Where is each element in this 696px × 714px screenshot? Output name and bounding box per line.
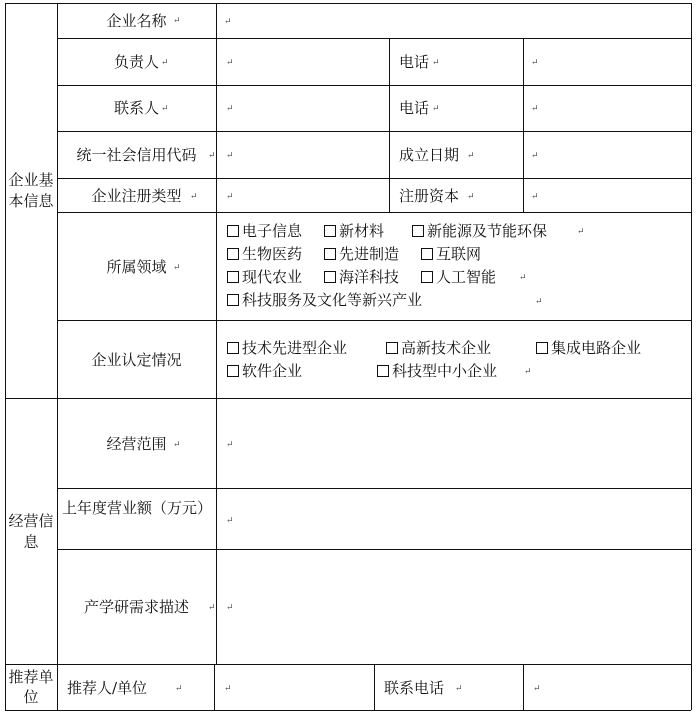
paragraph-mark: ↵ [524,367,532,377]
checkbox-icon [227,342,239,354]
label-credit-code: 统一社会信用代码 [76,146,197,164]
rule [216,3,217,664]
paragraph-mark: ↵ [531,192,539,202]
checkbox-icon [421,248,433,260]
paragraph-mark: ↵ [173,16,181,26]
label-registration-type: 企业注册类型 [91,187,182,205]
paragraph-mark: ↵ [224,684,232,694]
paragraph-mark: ↵ [161,104,169,114]
checkbox-icon [324,248,336,260]
label-business-scope: 经营范围 [106,435,167,453]
paragraph-mark: ↵ [577,227,585,237]
label-recommender: 推荐人/单位 [67,679,148,697]
paragraph-mark: ↵ [226,440,234,450]
rule-section [5,398,691,399]
rule [57,212,691,213]
paragraph-mark: ↵ [531,58,539,68]
label-demand-description: 产学研需求描述 [83,598,189,616]
checkbox-modern-agriculture[interactable]: 现代农业 [227,268,302,286]
checkbox-marine-tech[interactable]: 海洋科技 [324,268,399,286]
paragraph-mark: ↵ [226,603,234,613]
checkbox-icon [227,248,239,260]
paragraph-mark: ↵ [224,17,232,27]
paragraph-mark: ↵ [226,192,234,202]
rule [57,488,691,489]
checkbox-icon [386,342,398,354]
checkbox-ic-enterprise[interactable]: 集成电路企业 [536,339,641,357]
checkbox-icon [227,271,239,283]
checkbox-electronic-info[interactable]: 电子信息 [227,222,302,240]
rule [57,549,691,550]
paragraph-mark: ↵ [535,297,543,307]
paragraph-mark: ↵ [208,151,216,161]
paragraph-mark: ↵ [432,58,440,68]
checkbox-icon [412,225,424,237]
label-phone-2: 电话 [399,99,430,117]
checkbox-high-tech-enterprise[interactable]: 高新技术企业 [386,339,491,357]
paragraph-mark: ↵ [455,684,463,694]
section-recommend-unit: 推荐单位 [8,668,54,706]
checkbox-icon [324,271,336,283]
rule [374,664,375,710]
checkbox-tech-sme[interactable]: 科技型中小企业 [377,362,497,380]
section-basic-info: 企业基本信息 [8,171,54,210]
label-annual-revenue: 上年度营业额（万元） [62,499,213,517]
rule [57,131,691,132]
rule-bottom [5,710,691,711]
checkbox-icon [421,271,433,283]
paragraph-mark: ↵ [226,151,234,161]
paragraph-mark: ↵ [531,104,539,114]
checkbox-advanced-manufacturing[interactable]: 先进制造 [324,245,399,263]
paragraph-mark: ↵ [226,58,234,68]
checkbox-internet[interactable]: 互联网 [421,245,481,263]
paragraph-mark: ↵ [467,151,475,161]
checkbox-biomedicine[interactable]: 生物医药 [227,245,302,263]
rule [57,38,691,39]
paragraph-mark: ↵ [161,58,169,68]
checkbox-advanced-tech-enterprise[interactable]: 技术先进型企业 [227,339,347,357]
paragraph-mark: ↵ [467,192,475,202]
rule [214,664,215,710]
checkbox-icon [227,365,239,377]
checkbox-new-energy[interactable]: 新能源及节能环保 [412,222,547,240]
label-founded-date: 成立日期 [399,146,460,164]
label-contact-phone: 联系电话 [384,679,445,697]
label-leader: 负责人 [113,53,159,71]
section-business-info: 经营信息 [8,512,54,551]
checkbox-icon [324,225,336,237]
rule-right [691,3,692,710]
label-certification: 企业认定情况 [91,351,182,369]
checkbox-icon [227,294,239,306]
paragraph-mark: ↵ [226,104,234,114]
paragraph-mark: ↵ [226,516,234,526]
checkbox-new-materials[interactable]: 新材料 [324,222,384,240]
paragraph-mark: ↵ [208,603,216,613]
checkbox-icon [227,225,239,237]
paragraph-mark: ↵ [175,684,183,694]
paragraph-mark: ↵ [531,151,539,161]
rule-top [5,3,691,4]
label-company-name: 企业名称 [106,12,167,30]
label-industry-field: 所属领域 [106,258,167,276]
rule [57,320,691,321]
rule [523,664,524,710]
checkbox-icon [536,342,548,354]
rule [57,85,691,86]
checkbox-tech-services[interactable]: 科技服务及文化等新兴产业 [227,291,422,309]
paragraph-mark: ↵ [173,440,181,450]
rule [523,38,524,212]
rule [57,178,691,179]
label-contact: 联系人 [113,99,159,117]
label-phone-1: 电话 [399,53,430,71]
rule [389,38,390,212]
checkbox-software-enterprise[interactable]: 软件企业 [227,362,302,380]
rule-left [5,3,6,710]
checkbox-icon [377,365,389,377]
label-registered-capital: 注册资本 [399,187,460,205]
paragraph-mark: ↵ [190,192,198,202]
rule-section [5,664,691,665]
paragraph-mark: ↵ [432,104,440,114]
paragraph-mark: ↵ [533,684,541,694]
checkbox-ai[interactable]: 人工智能 [421,268,496,286]
paragraph-mark: ↵ [519,273,527,283]
paragraph-mark: ↵ [173,263,181,273]
